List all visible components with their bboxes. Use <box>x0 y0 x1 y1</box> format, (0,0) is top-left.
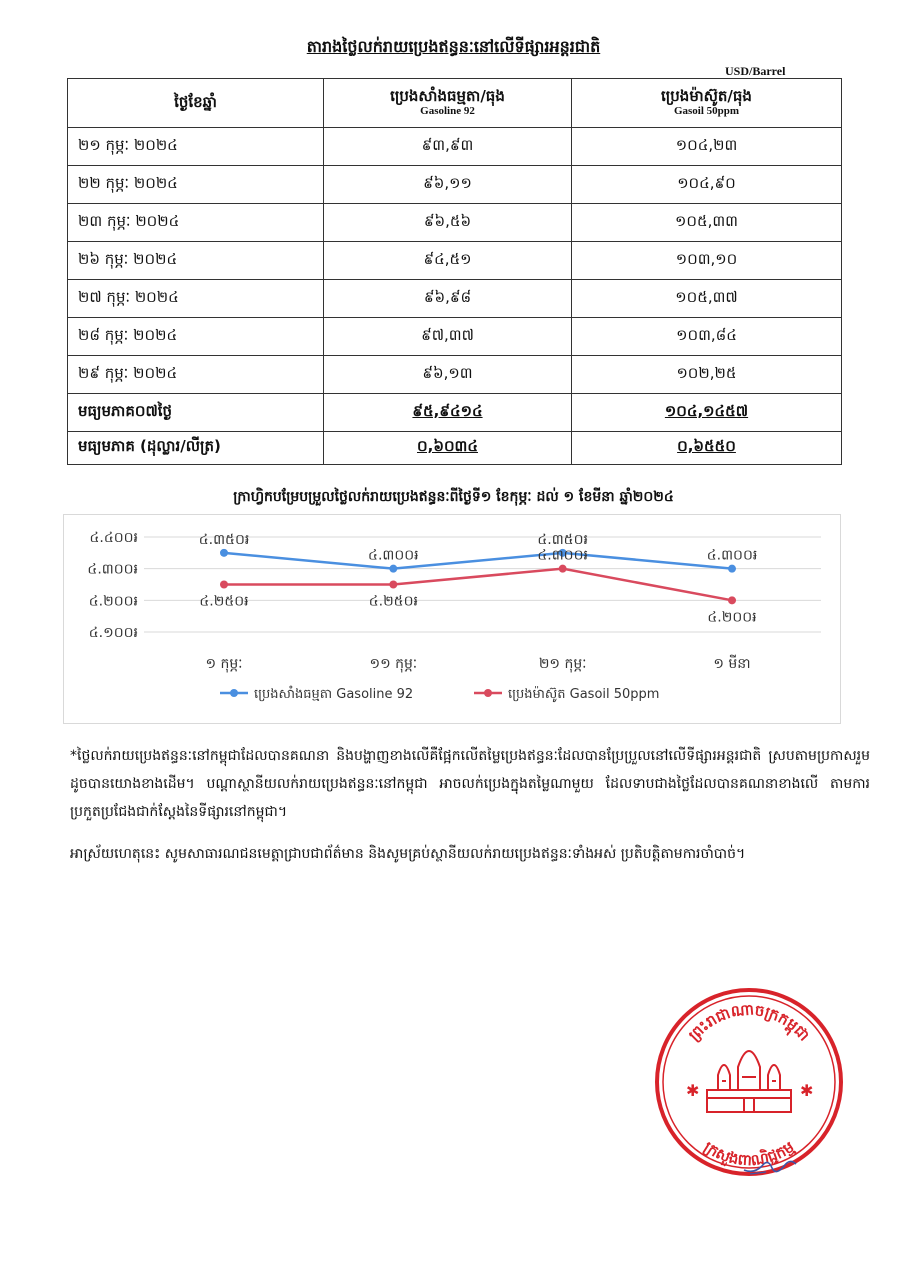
header-gasoil <box>572 79 842 128</box>
data-label: ៤.២៥០៛ <box>368 593 418 610</box>
data-label: ៤.៣០០៛ <box>706 547 758 564</box>
data-label: ៤.៣៥០៛ <box>537 531 588 548</box>
chart-svg <box>64 515 840 723</box>
avg-liter-gasoil-value: ០,៦៥៥០ <box>677 437 736 455</box>
avg-liter-gasoline-value: ០,៦០៣៤ <box>417 437 478 455</box>
data-label: ៤.៣០០៛ <box>537 547 588 564</box>
table-row <box>68 204 842 242</box>
avg-7day-gasoil <box>572 394 842 432</box>
signature-mark <box>740 1148 804 1182</box>
line-chart <box>63 514 841 724</box>
y-tick-label: ៤.៤០០៛ <box>89 530 138 546</box>
seal-star-left-icon: ✱ <box>686 1081 700 1100</box>
cell-date: ២៣ កុម្ភៈ ២០២៤ <box>68 204 324 242</box>
data-point <box>220 549 228 557</box>
avg-liter-gasoil <box>572 432 842 465</box>
chart-title: ក្រាហ្វិកបម្រែបម្រួលថ្លៃលក់រាយប្រេងឥន្ធនៈពីថ្ងៃទី១ ខែកុម្ភៈ ដល់ ១ ខែមីនា ឆ្នាំ២០២៤ <box>233 489 674 505</box>
data-label: ៤.៣៥០៛ <box>198 531 250 548</box>
cell-gasoil: ១០៣,១០ <box>572 242 842 280</box>
legend-entry: ប្រេងសាំងធម្មតា Gasoline 92 <box>254 687 414 702</box>
seal-star-right-icon: ✱ <box>800 1081 814 1100</box>
x-tick-label: ១១ កុម្ភៈ <box>369 656 418 672</box>
table-row <box>68 242 842 280</box>
legend-swatch-marker <box>484 689 492 697</box>
table-row <box>68 128 842 166</box>
cell-gasoline: ៩៦,៥៦ <box>324 204 572 242</box>
table-header-row <box>68 79 842 128</box>
table-row <box>68 318 842 356</box>
header-date <box>68 79 324 128</box>
seal-top-text: ព្រះរាជាណាចក្រកម្ពុជា <box>684 1000 814 1045</box>
y-tick-label: ៤.២០០៛ <box>88 593 138 610</box>
unit-label: USD/Barrel <box>725 64 786 78</box>
series-line-2 <box>224 569 732 601</box>
avg-7day-gasoline-value: ៩៥,៩៤១៤ <box>412 401 483 420</box>
cell-date: ២៨ កុម្ភៈ ២០២៤ <box>68 318 324 356</box>
cell-gasoil: ១០២,២៥ <box>572 356 842 394</box>
series-line-1 <box>224 553 732 569</box>
data-label: ៤.២៥០៛ <box>199 593 249 610</box>
avg-7day-row <box>68 394 842 432</box>
cell-gasoil: ១០៥,៣៣ <box>572 204 842 242</box>
data-label: ៤.២០០៛ <box>707 609 757 626</box>
cell-date: ២៧ កុម្ភៈ ២០២៤ <box>68 280 324 318</box>
avg-7day-label: មធ្យមភាគ០៧ថ្ងៃ <box>68 394 324 432</box>
cell-gasoil: ១០៣,៨៤ <box>572 318 842 356</box>
cell-date: ២១ កុម្ភៈ ២០២៤ <box>68 128 324 166</box>
y-tick-label: ៤.១០០៛ <box>88 625 138 641</box>
legend-entry: ប្រេងម៉ាស៊ូត Gasoil 50ppm <box>508 687 660 702</box>
header-gasoline <box>324 79 572 128</box>
cell-gasoline: ៩៧,៣៧ <box>324 318 572 356</box>
legend-swatch-marker <box>230 689 238 697</box>
table-row <box>68 166 842 204</box>
cell-date: ២៦ កុម្ភៈ ២០២៤ <box>68 242 324 280</box>
cell-gasoil: ១០៤,៩០ <box>572 166 842 204</box>
data-point <box>559 565 567 573</box>
x-tick-label: ១ មីនា <box>713 656 751 672</box>
data-point <box>728 596 736 604</box>
table-row <box>68 356 842 394</box>
cell-gasoline: ៩៦,១៣ <box>324 356 572 394</box>
angkor-temple-icon <box>707 1051 791 1112</box>
cell-gasoline: ៩៣,៩៣ <box>324 128 572 166</box>
header-gasoline-label: ប្រេងសាំងធម្មតា/ធុង <box>390 87 505 106</box>
avg-7day-gasoline <box>324 394 572 432</box>
avg-liter-gasoline <box>324 432 572 465</box>
cell-date: ២៩ កុម្ភៈ ២០២៤ <box>68 356 324 394</box>
data-point <box>728 565 736 573</box>
seal-bottom-text: ក្រសួងពាណិជ្ជកម្ម <box>700 1137 798 1170</box>
cell-gasoil: ១០៤,២៣ <box>572 128 842 166</box>
header-gasoline-sub: Gasoline 92 <box>420 105 475 118</box>
data-point <box>389 581 397 589</box>
header-gasoil-sub: Gasoil 50ppm <box>673 105 740 118</box>
cell-gasoline: ៩៤,៥១ <box>324 242 572 280</box>
avg-liter-label: មធ្យមភាគ (ដុល្លារ/លីត្រ) <box>68 432 324 465</box>
cell-gasoline: ៩៦,៩៨ <box>324 280 572 318</box>
note-paragraph-2: អាស្រ័យហេតុនេះ សូមសាធារណជនមេត្តាជ្រាបជាព័ត៌មាន និងសូមគ្រប់ស្ថានីយលក់រាយប្រេងឥន្ធនៈទាំងអស់ ប្រតិបត្តិតាមការចាំបាច់។ <box>70 846 746 862</box>
table-row <box>68 280 842 318</box>
cell-date: ២២ កុម្ភៈ ២០២៤ <box>68 166 324 204</box>
avg-7day-gasoil-value: ១០៤,១៤៥៧ <box>664 401 749 420</box>
document-title: តារាងថ្លៃលក់រាយប្រេងឥន្ធនៈនៅលើទីផ្សារអន្តរជាតិ <box>306 37 601 56</box>
x-tick-label: ១ កុម្ភៈ <box>205 656 243 672</box>
x-tick-label: ២១ កុម្ភៈ <box>538 656 587 672</box>
header-gasoil-label: ប្រេងម៉ាស៊ូត/ធុង <box>661 87 752 106</box>
price-table <box>67 78 842 465</box>
data-label: ៤.៣០០៛ <box>368 547 419 564</box>
note-paragraph-1: *ថ្លៃលក់រាយប្រេងឥន្ធនៈនៅកម្ពុជាដែលបានគណនា និងបង្ហាញខាងលើគឺផ្អែកលើតម្លៃប្រេងឥន្ធនៈដែលបានប្រែប្រួលនៅលើទីផ្សារអន្តរជាតិ ស្របតាមប្រកាសរួមដូចបានយោងខាងដើម។ បណ្តាស្ថានីយលក់រាយប្រេងឥន្ធនៈនៅកម្ពុជា អាចលក់ប្រេងក្នុងតម្លៃណាមួយ ដែលទាបជាងថ្លៃដែលបានគណនាខាងលើ តាមការប្រកួតប្រជែងជាក់ស្តែងនៃទីផ្សារនៅកម្ពុជា។ <box>70 748 870 820</box>
avg-liter-row <box>68 432 842 465</box>
data-point <box>220 581 228 589</box>
y-tick-label: ៤.៣០០៛ <box>87 561 138 578</box>
cell-gasoil: ១០៥,៣៧ <box>572 280 842 318</box>
data-point <box>389 565 397 573</box>
cell-gasoline: ៩៦,១១ <box>324 166 572 204</box>
header-date-label: ថ្ងៃខែឆ្នាំ <box>174 93 217 112</box>
